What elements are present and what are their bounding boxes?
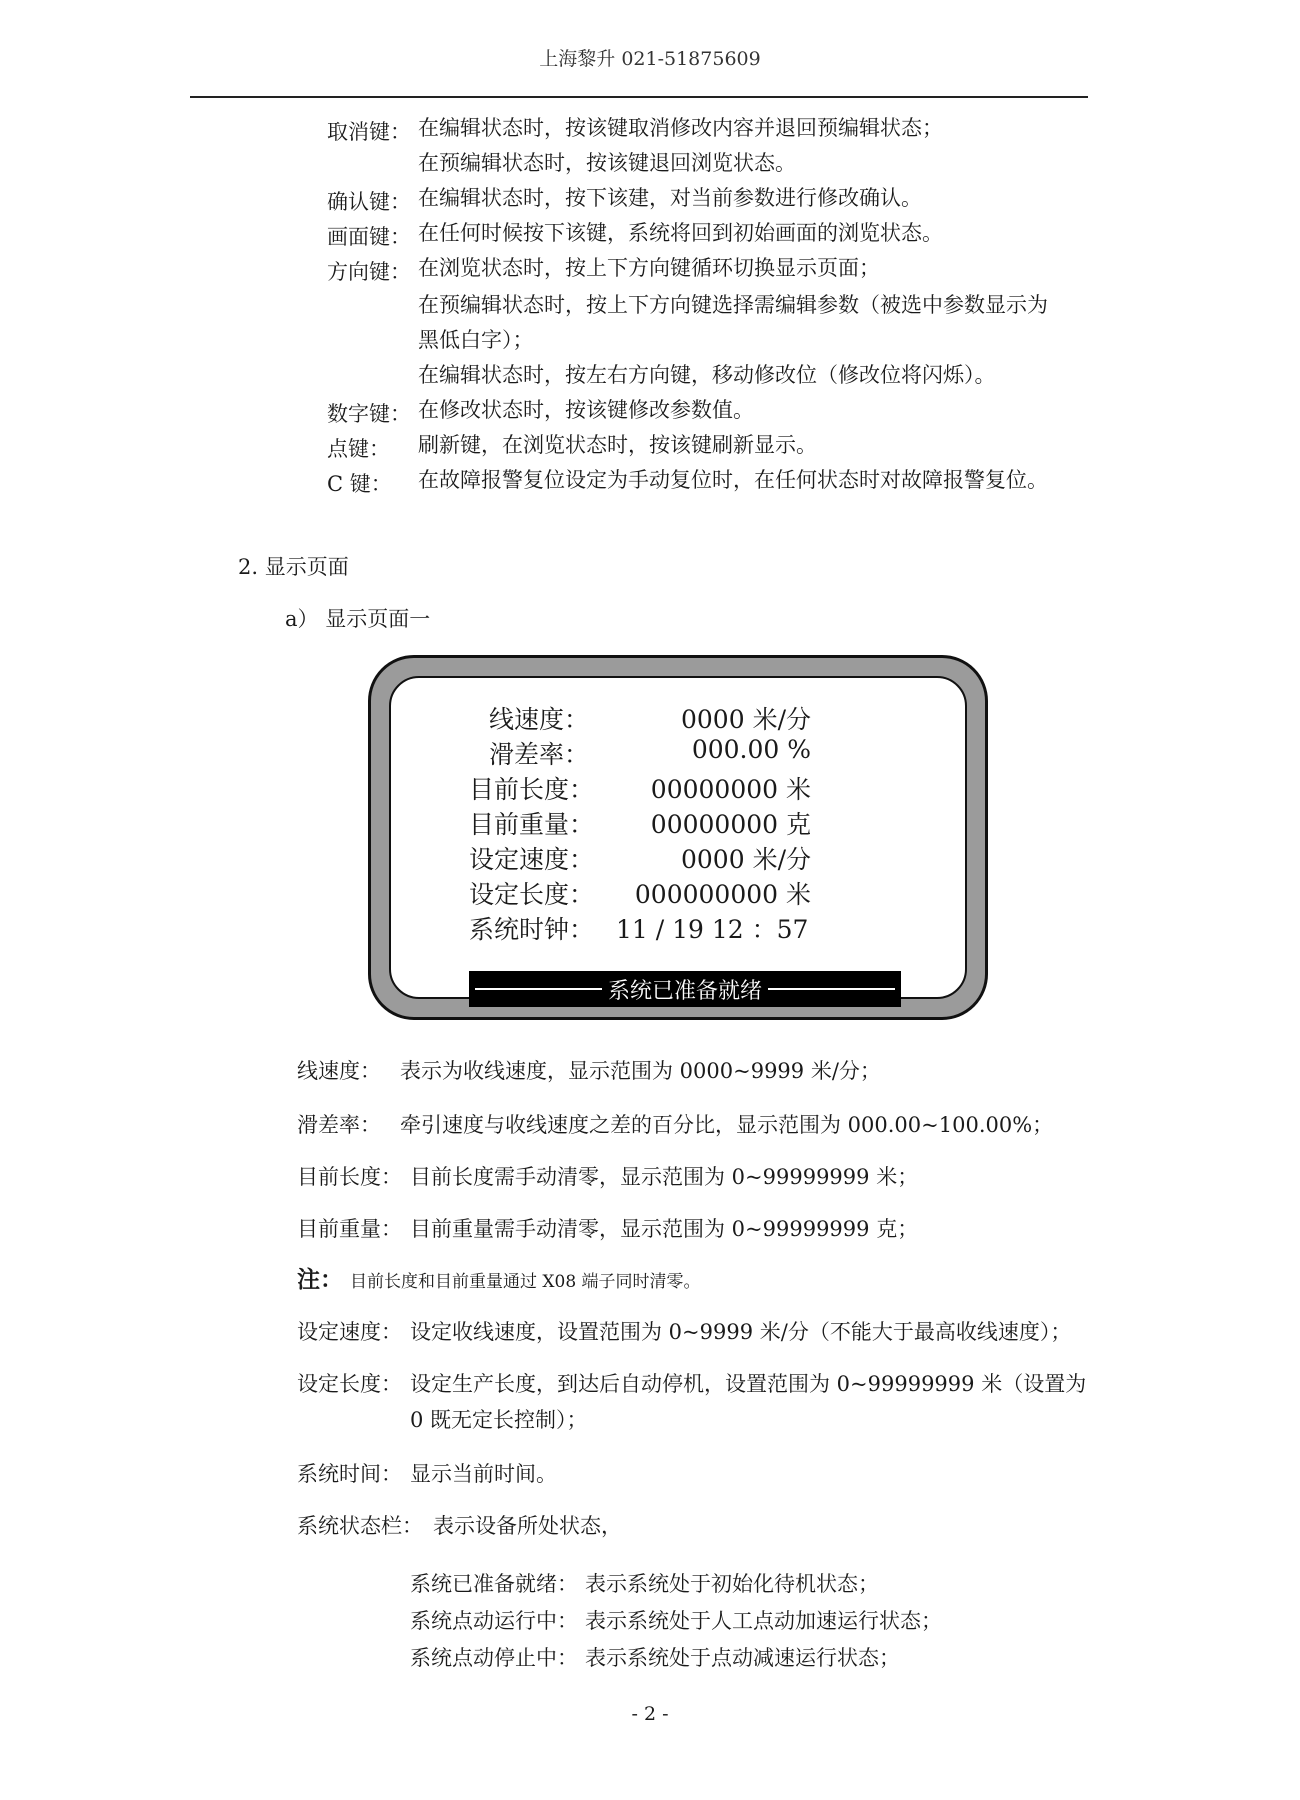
- key-desc-line: 在编辑状态时，按该键取消修改内容并退回预编辑状态；: [418, 116, 943, 140]
- status-dash: [475, 988, 602, 990]
- desc-text: 表示为收线速度，显示范围为 0000~9999 米/分；: [400, 1059, 881, 1083]
- status-item-label: 系统点动运行中：: [410, 1609, 578, 1633]
- key-desc-line: 在修改状态时，按该键修改参数值。: [418, 398, 754, 422]
- desc-text: 设定生产长度，到达后自动停机，设置范围为 0~99999999 米（设置为: [410, 1372, 1087, 1396]
- key-label-number: 数字键：: [327, 402, 411, 426]
- desc-label: 系统时间：: [297, 1462, 402, 1486]
- desc-label: 设定长度：: [297, 1372, 402, 1396]
- desc-label: 目前长度：: [297, 1165, 402, 1189]
- desc-text: 0 既无定长控制）；: [410, 1408, 588, 1432]
- desc-text: 表示设备所处状态，: [433, 1514, 622, 1538]
- desc-text: 目前重量需手动清零，显示范围为 0~99999999 克；: [410, 1217, 919, 1241]
- key-label-screen: 画面键：: [327, 225, 411, 249]
- lcd-screen: [389, 676, 967, 1004]
- subsection-title: a） 显示页面一: [285, 607, 431, 631]
- key-desc-line: 刷新键，在浏览状态时，按该键刷新显示。: [418, 433, 817, 457]
- status-item-text: 表示系统处于初始化待机状态；: [585, 1572, 879, 1596]
- page-number: - 2 -: [631, 1703, 669, 1725]
- status-item-text: 表示系统处于点动减速运行状态；: [585, 1646, 900, 1670]
- lcd-display-frame: [368, 655, 988, 1020]
- lcd-label: 系统时钟：: [469, 915, 595, 944]
- status-item-label: 系统点动停止中：: [410, 1646, 578, 1670]
- desc-label: 系统状态栏：: [297, 1514, 423, 1538]
- lcd-label: 设定长度：: [469, 880, 595, 909]
- desc-label: 设定速度：: [297, 1320, 402, 1344]
- note-label: 注：: [297, 1266, 343, 1293]
- key-desc-line: 在任何时候按下该键，系统将回到初始画面的浏览状态。: [418, 221, 943, 245]
- key-desc-line: 黑低白字）；: [418, 328, 534, 352]
- key-label-dot: 点键：: [327, 437, 390, 461]
- lcd-value: 11 / 19 12 ：57: [616, 915, 809, 944]
- key-desc-line: 在预编辑状态时，按上下方向键选择需编辑参数（被选中参数显示为: [418, 293, 1048, 317]
- note-text: 目前长度和目前重量通过 X08 端子同时清零。: [350, 1272, 701, 1292]
- lcd-value: 0000 米/分: [681, 705, 811, 734]
- desc-label: 线速度：: [297, 1059, 381, 1083]
- lcd-label: 目前长度：: [469, 775, 595, 804]
- lcd-label: 滑差率：: [488, 740, 589, 769]
- key-label-cancel: 取消键：: [327, 120, 411, 144]
- status-text: 系统已准备就绪: [608, 978, 763, 1004]
- key-desc-line: 在预编辑状态时，按该键退回浏览状态。: [418, 151, 796, 175]
- desc-label: 滑差率：: [297, 1113, 381, 1137]
- lcd-label: 线速度：: [488, 705, 589, 734]
- desc-text: 目前长度需手动清零，显示范围为 0~99999999 米；: [410, 1165, 919, 1189]
- key-label-direction: 方向键：: [327, 260, 411, 284]
- desc-text: 显示当前时间。: [410, 1462, 557, 1486]
- status-item-text: 表示系统处于人工点动加速运行状态；: [585, 1609, 942, 1633]
- lcd-value: 000.00 %: [691, 735, 811, 764]
- lcd-value: 000000000 米: [634, 880, 811, 909]
- lcd-label: 设定速度：: [469, 845, 595, 874]
- page-header-title: 上海黎升 021-51875609: [539, 48, 761, 70]
- key-desc-line: 在故障报警复位设定为手动复位时，在任何状态时对故障报警复位。: [418, 468, 1048, 492]
- desc-text: 牵引速度与收线速度之差的百分比，显示范围为 000.00~100.00%；: [400, 1113, 1054, 1137]
- key-desc-line: 在编辑状态时，按左右方向键，移动修改位（修改位将闪烁）。: [418, 363, 996, 387]
- desc-text: 设定收线速度，设置范围为 0~9999 米/分（不能大于最高收线速度）；: [410, 1320, 1072, 1344]
- lcd-value: 00000000 米: [650, 775, 811, 804]
- lcd-value: 0000 米/分: [681, 845, 811, 874]
- status-item-label: 系统已准备就绪：: [410, 1572, 578, 1596]
- lcd-label: 目前重量：: [469, 810, 595, 839]
- key-desc-line: 在编辑状态时，按下该建，对当前参数进行修改确认。: [418, 186, 922, 210]
- key-label-confirm: 确认键：: [327, 190, 411, 214]
- lcd-value: 00000000 克: [650, 810, 811, 839]
- lcd-status-bar: [469, 971, 901, 1007]
- desc-label: 目前重量：: [297, 1217, 402, 1241]
- header-divider: [190, 96, 1088, 98]
- key-label-c: C 键：: [327, 472, 392, 496]
- section-title: 2. 显示页面: [238, 555, 349, 579]
- status-dash: [768, 988, 895, 990]
- key-desc-line: 在浏览状态时，按上下方向键循环切换显示页面；: [418, 256, 880, 280]
